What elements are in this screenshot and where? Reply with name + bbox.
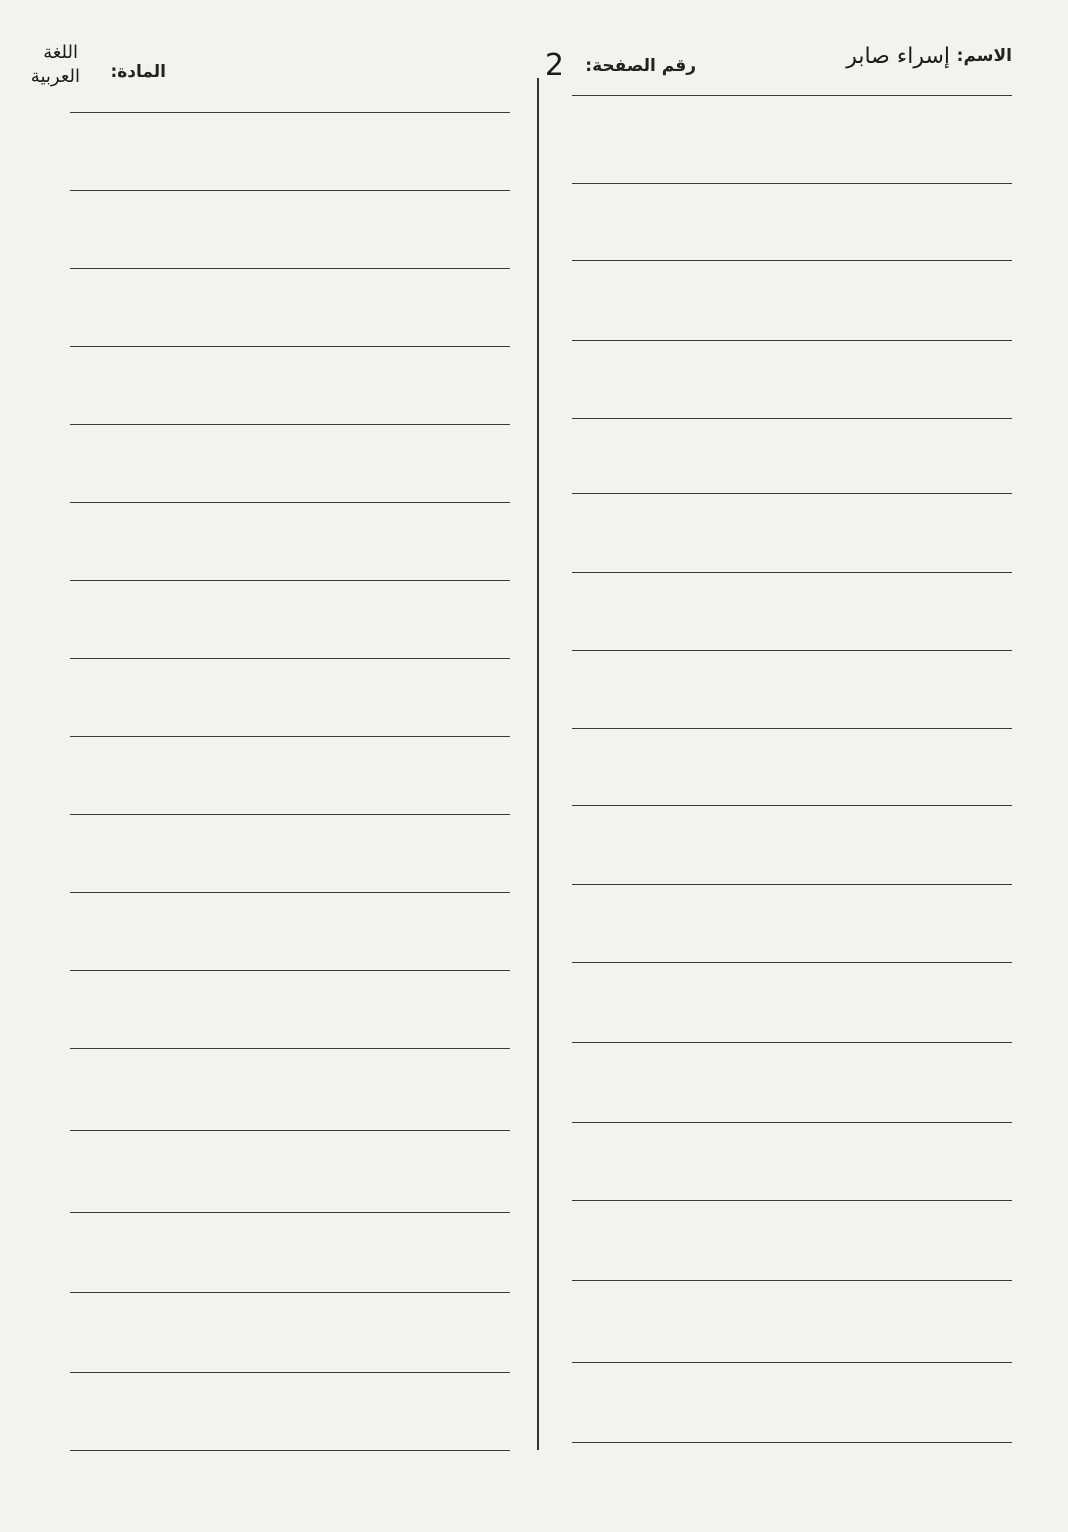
rule xyxy=(572,1442,1012,1443)
rule xyxy=(70,1292,510,1293)
rule xyxy=(572,1200,1012,1201)
rule xyxy=(572,260,1012,261)
rule xyxy=(70,580,510,581)
rule xyxy=(572,418,1012,419)
rule xyxy=(572,728,1012,729)
rule xyxy=(70,1212,510,1213)
name-value: إسراء صابر xyxy=(846,44,950,69)
rule xyxy=(572,1122,1012,1123)
rule xyxy=(572,805,1012,806)
rule xyxy=(572,340,1012,341)
rule xyxy=(70,112,510,113)
subject-value-line1: اللغة xyxy=(43,42,78,63)
subject-label: المادة: xyxy=(110,62,166,82)
rule xyxy=(70,346,510,347)
rule xyxy=(70,1372,510,1373)
rule xyxy=(70,268,510,269)
rule xyxy=(70,814,510,815)
rule xyxy=(70,658,510,659)
column-divider xyxy=(537,78,539,1450)
rule xyxy=(70,1048,510,1049)
rule xyxy=(572,95,1012,96)
name-label: الاسم: xyxy=(956,46,1012,66)
rule xyxy=(572,884,1012,885)
rule xyxy=(572,493,1012,494)
rule xyxy=(70,1450,510,1451)
page-number-label: رقم الصفحة: xyxy=(585,56,696,76)
rule xyxy=(70,502,510,503)
rule xyxy=(572,183,1012,184)
rule xyxy=(572,1042,1012,1043)
rule xyxy=(70,970,510,971)
rule xyxy=(70,736,510,737)
rule xyxy=(70,424,510,425)
page-number-value: 2 xyxy=(544,48,564,83)
rule xyxy=(70,1130,510,1131)
subject-value-line2: العربية xyxy=(30,66,80,87)
rule xyxy=(572,572,1012,573)
rule xyxy=(572,1280,1012,1281)
rule xyxy=(70,892,510,893)
rule xyxy=(572,962,1012,963)
rule xyxy=(70,190,510,191)
rule xyxy=(572,1362,1012,1363)
rule xyxy=(572,650,1012,651)
